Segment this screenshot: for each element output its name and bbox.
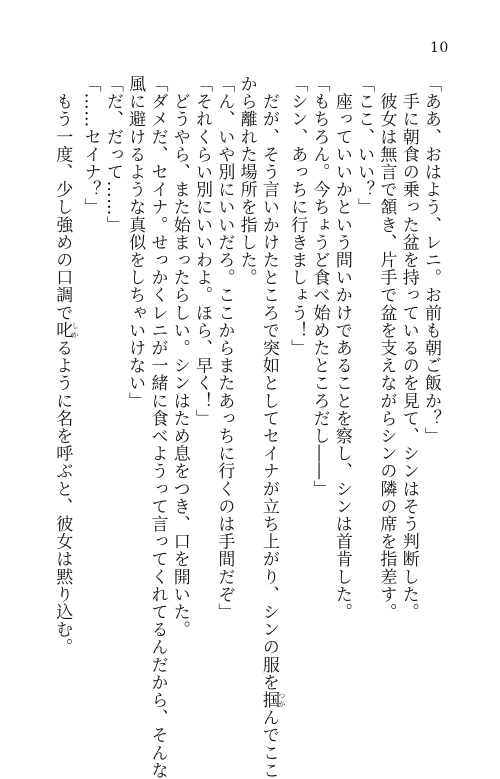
text-line: 風に避けるような真似をしちゃいけない」 [125,75,146,410]
text-line: どうやら、また始まったらしい。シンはため息をつき、口を開いた。 [169,75,190,639]
text-line: 「ああ、おはよう、レニ。お前も朝ご飯か？」 [421,75,441,445]
ruby-annotation [52,321,80,340]
text-line: 「だ、だって……」 [102,75,123,234]
text-line: 「ここ、いい？」 [354,75,375,216]
text-segment: るように名を呼ぶと、彼女は黙り込む。 [52,339,73,656]
text-line: 座っていいかという問いかけであることを察し、シンは首肯した。 [331,75,352,621]
ruby-base: 叱 [52,321,73,340]
text-line: 手に朝食の乗った盆を持っているのを見て、シンはそう判断した。 [398,75,419,621]
text-line: 「もちろん。今ちょうど食べ始めたところだし――」 [309,75,330,498]
text-line: 「それくらい別にいいわよ。ほら、早く！」 [192,75,213,427]
text-segment: もう一度、少し強めの口調で [52,75,73,322]
ruby-reading: つか [277,691,286,709]
text-line: から離れた場所を指した。 [236,75,257,287]
page-number: 10 [430,40,449,56]
ruby-annotation [258,691,286,709]
text-line: 「……セイナ？」 [80,75,101,216]
ruby-reading: しか [71,321,80,339]
text-line-with-ruby [51,75,79,675]
text-line: 彼女は無言で頷き、片手で盆を支えながらシンの隣の席を指差す。 [376,75,397,621]
text-line: 「シン、あっちに行きましょう！」 [287,75,308,357]
text-line-with-ruby [258,75,286,779]
text-segment: んでここ [258,708,279,779]
text-segment: だが、そう言いかけたところで突如としてセイナが立ち上がり、シンの服を [258,75,279,691]
vertical-text-body [42,75,442,779]
ruby-base: 掴 [258,691,279,709]
text-line: 「ダメだ、セイナ。せっかくレニが一緒に食べようって言ってくれてるんだから、そんな [147,75,168,779]
text-line: 「ん、いや別にいいだろ。ここからまたあっちに行くのは手間だぞ」 [214,75,235,621]
